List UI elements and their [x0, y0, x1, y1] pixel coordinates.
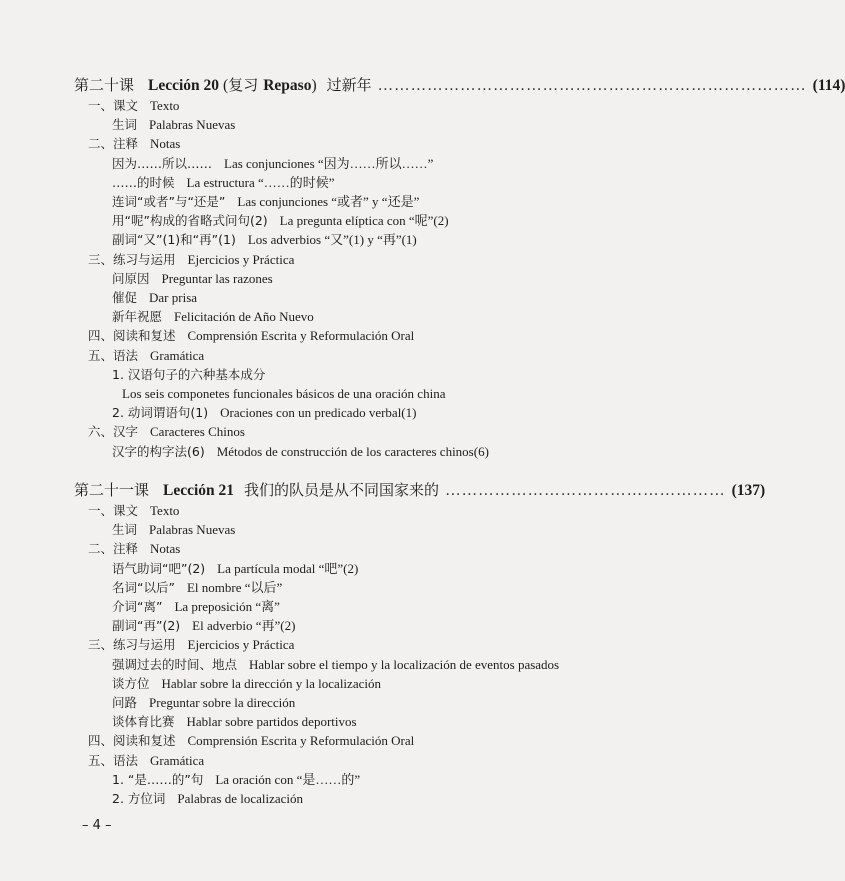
entry-es: Oraciones con un predicado verbal(1)	[220, 405, 417, 421]
toc-entry	[112, 212, 449, 230]
entry-zh: ……的时候	[112, 174, 175, 190]
toc-entry	[88, 135, 180, 153]
lesson-number: 第二十课	[74, 76, 135, 94]
toc-entry	[112, 521, 235, 539]
entry-es: Ejercicios y Práctica	[187, 251, 295, 267]
toc-entry	[112, 116, 235, 134]
entry-zh: 新年祝愿	[112, 309, 163, 325]
entry-es: Los adverbios “又”(1) y “再”(1)	[247, 232, 417, 248]
paren-close: )	[311, 77, 317, 94]
toc-entry	[88, 251, 294, 269]
entry-zh: 四、阅读和复述	[88, 733, 176, 749]
entry-zh: 副词“又”(1)和“再”(1)	[112, 232, 236, 248]
entry-es: Hablar sobre partidos deportivos	[186, 714, 357, 730]
entry-zh: 2. 动词谓语句(1)	[112, 405, 209, 421]
entry-es: Comprensión Escrita y Reformulación Oral	[187, 733, 415, 749]
entry-zh: 三、练习与运用	[88, 637, 176, 653]
entry-zh: 催促	[112, 290, 138, 305]
entry-zh: 一、课文	[88, 98, 139, 113]
entry-zh: 二、注释	[88, 136, 139, 152]
toc-entry	[112, 366, 265, 384]
toc-entry	[88, 636, 294, 654]
paren-open: (	[223, 77, 229, 94]
entry-es: Notas	[150, 541, 181, 557]
toc-entry	[88, 347, 204, 365]
leader-dots: ……………………………………………………………………	[377, 77, 807, 94]
toc-entry	[112, 308, 314, 326]
entry-es: Texto	[150, 98, 180, 113]
entry-es: Ejercicios y Práctica	[187, 637, 295, 653]
entry-es: Preguntar las razones	[161, 270, 273, 286]
entry-es: Métodos de construcción de los caracteres chinos(6)	[216, 443, 489, 459]
page-reference[interactable]: (114)	[812, 77, 845, 94]
page-number: – 4 –	[82, 818, 112, 833]
entry-zh: 五、语法	[88, 347, 139, 363]
entry-es: La partícula modal “吧”(2)	[217, 560, 359, 576]
entry-es: La preposición “离”	[174, 599, 280, 614]
entry-es: La oración con “是……的”	[215, 771, 361, 787]
leader-dots: ……………………………………………	[445, 482, 726, 499]
entry-zh: 连词“或者”与“还是”	[112, 194, 226, 209]
toc-entry	[122, 385, 445, 403]
lesson-title-es: Lección 20	[148, 77, 220, 94]
entry-es: Gramática	[150, 752, 205, 768]
entry-zh: 汉字的构字法(6)	[112, 443, 205, 459]
entry-zh: 问原因	[112, 270, 150, 286]
toc-entry	[88, 327, 414, 345]
toc-entry	[112, 560, 358, 578]
entry-es: Comprensión Escrita y Reformulación Oral	[187, 328, 415, 344]
toc-entry	[112, 617, 295, 635]
toc-entry	[88, 502, 179, 520]
entry-zh: 介词“离”	[112, 599, 163, 614]
entry-es: El nombre “以后”	[186, 579, 283, 595]
toc-entry	[88, 732, 414, 750]
entry-es: Felicitación de Año Nuevo	[174, 309, 314, 325]
entry-zh: 谈方位	[112, 675, 150, 691]
entry-zh: 生词	[112, 522, 138, 538]
lesson-title-zh: 过新年	[326, 76, 372, 94]
entry-es: Preguntar sobre la dirección	[149, 695, 296, 710]
entry-es: Dar prisa	[149, 290, 198, 305]
entry-zh: 1. “是……的”句	[112, 771, 204, 787]
entry-es: Las conjunciones “因为……所以……”	[224, 155, 434, 171]
lesson-title-es: Lección 21	[163, 482, 235, 499]
lesson-title-zh: 我们的队员是从不同国家来的	[244, 481, 440, 499]
entry-zh: 强调过去的时间、地点	[112, 656, 238, 672]
review-zh: 复习	[228, 76, 259, 94]
toc-entry	[112, 598, 280, 616]
toc-entry	[112, 231, 417, 249]
entry-zh: 一、课文	[88, 503, 139, 518]
entry-es: La pregunta elíptica con “呢”(2)	[279, 213, 449, 229]
entry-es: El adverbio “再”(2)	[192, 618, 296, 634]
entry-zh: 谈体育比赛	[112, 714, 175, 730]
entry-es: Las conjunciones “或者” y “还是”	[237, 194, 420, 209]
entry-zh: 2. 方位词	[112, 791, 166, 806]
entry-es: Los seis componetes funcionales básicos de una oración china	[122, 386, 446, 401]
toc-entry	[112, 193, 419, 211]
toc-entry	[112, 174, 335, 192]
toc-entry	[112, 771, 360, 789]
lesson-20-heading	[74, 74, 845, 96]
toc-entry	[112, 713, 357, 731]
entry-es: Caracteres Chinos	[150, 424, 245, 440]
toc-entry	[88, 97, 179, 115]
toc-entry	[112, 656, 559, 674]
toc-entry	[88, 540, 180, 558]
entry-zh: 问路	[112, 695, 138, 710]
entry-zh: 因为……所以……	[112, 155, 213, 171]
entry-zh: 三、练习与运用	[88, 251, 176, 267]
toc-entry	[112, 289, 197, 307]
toc-entry	[112, 155, 433, 173]
entry-zh: 语气助词“吧”(2)	[112, 560, 206, 576]
entry-es: Palabras Nuevas	[149, 522, 236, 538]
entry-zh: 五、语法	[88, 752, 139, 768]
entry-zh: 六、汉字	[88, 424, 139, 440]
entry-es: Palabras Nuevas	[149, 117, 236, 133]
toc-entry	[112, 790, 303, 808]
entry-es: Palabras de localización	[177, 791, 304, 806]
entry-es: Hablar sobre el tiempo y la localización de eventos pasados	[249, 656, 560, 672]
entry-es: Gramática	[150, 347, 205, 363]
toc-entry	[112, 443, 489, 461]
toc-entry	[112, 675, 381, 693]
toc-entry	[88, 752, 204, 770]
toc-entry	[112, 694, 295, 712]
entry-zh: 二、注释	[88, 541, 139, 557]
entry-zh: 四、阅读和复述	[88, 328, 176, 344]
entry-zh: 用“呢”构成的省略式问句(2)	[112, 213, 268, 229]
entry-es: Texto	[150, 503, 180, 518]
review-es: Repaso	[263, 77, 312, 94]
entry-zh: 副词“再”(2)	[112, 618, 181, 634]
entry-es: Hablar sobre la dirección y la localización	[161, 675, 381, 691]
entry-zh: 名词“以后”	[112, 579, 175, 595]
entry-es: Notas	[150, 136, 181, 152]
toc-entry	[88, 423, 245, 441]
entry-zh: 1. 汉语句子的六种基本成分	[112, 366, 266, 382]
toc-entry	[112, 404, 416, 422]
lesson-number: 第二十一课	[74, 481, 150, 499]
lesson-21-heading	[74, 479, 766, 501]
toc-entry	[112, 579, 282, 597]
entry-es: La estructura “……的时候”	[186, 174, 335, 190]
page-reference[interactable]: (137)	[731, 482, 766, 499]
toc-entry	[112, 270, 273, 288]
entry-zh: 生词	[112, 117, 138, 133]
